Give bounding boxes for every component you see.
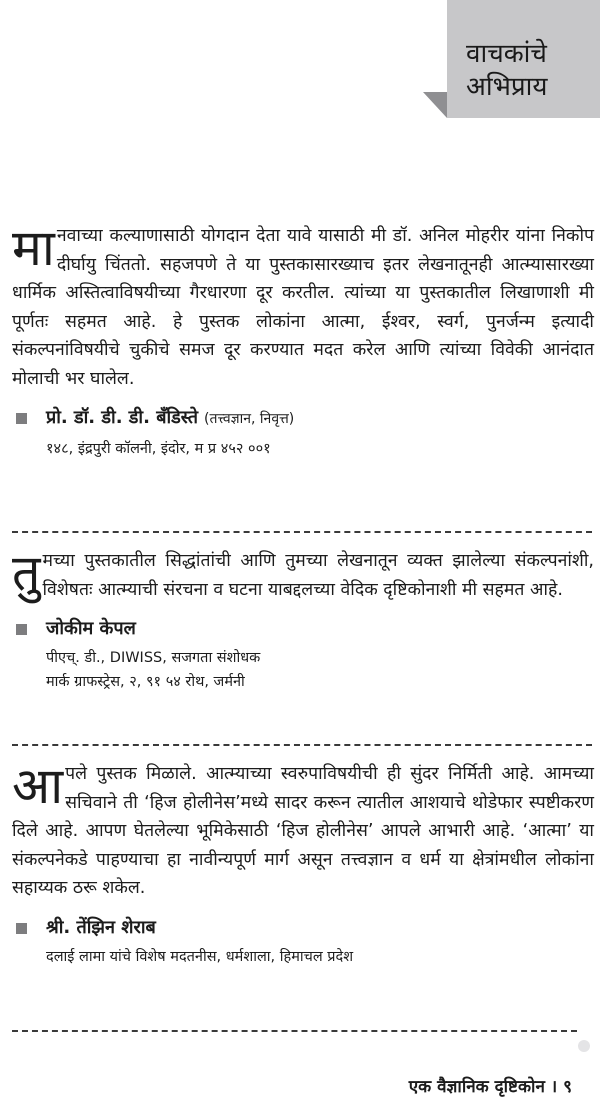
section-title-line2: अभिप्राय bbox=[466, 72, 548, 102]
author-details: दलाई लामा यांचे विशेष मदतनीस, धर्मशाला, हिमाचल प्रदेश bbox=[46, 948, 354, 965]
page-speck-decoration bbox=[578, 1040, 590, 1052]
testimonial-body: पले पुस्तक मिळाले. आत्म्याच्या स्वरुपाविषयीची ही सुंदर निर्मिती आहे. आमच्या सचिवाने ती ‘हिज होलीनेस’मध्ये सादर करून त्यातील आशयाचे थोडेफार स्पष्टीकरण दिले आहे. आपण घेतलेल्या भूमिकेसाठी ‘हिज होलीनेस’ आपले आभारी आहे. ‘आत्मा’ या संकल्पनेकडे पाहण्याचा हा नावीन्यपूर्ण मार्ग असून तत्त्वज्ञान व धर्म या क्षेत्रांमधील लोकांना सहाय्यक ठरू शकेल. bbox=[12, 764, 594, 898]
testimonial-2 bbox=[12, 544, 594, 694]
dashed-divider bbox=[12, 744, 592, 746]
author-block bbox=[12, 616, 594, 642]
square-bullet-icon bbox=[16, 923, 27, 934]
drop-cap: मा bbox=[12, 219, 55, 277]
drop-cap: आ bbox=[12, 757, 64, 815]
dashed-divider bbox=[12, 531, 592, 533]
author-address: १४८, इंद्रपुरी कॉलनी, इंदोर, म प्र ४५२ ००१ bbox=[46, 441, 271, 457]
author-role: (तत्त्वज्ञान, निवृत्त) bbox=[204, 411, 295, 427]
testimonial-text bbox=[12, 757, 594, 903]
author-name: श्री. तेंझिन शेराब bbox=[46, 916, 156, 938]
tab-fold-decoration bbox=[423, 92, 447, 118]
section-title-line1: वाचकांचे bbox=[466, 39, 547, 69]
testimonial-1 bbox=[12, 219, 594, 461]
author-block bbox=[12, 405, 594, 431]
testimonial-text bbox=[12, 544, 594, 604]
author-name: जोकीम केपल bbox=[46, 618, 136, 639]
testimonial-text bbox=[12, 219, 594, 393]
author-credentials: पीएच्. डी., DIWISS, सजगता संशोधक bbox=[46, 650, 261, 666]
testimonial-body: मच्या पुस्तकातील सिद्धांतांची आणि तुमच्या लेखनातून व्यक्त झालेल्या संकल्पनांशी, विशेषतः आत्म्याची संरचना व घटना याबद्दलच्या वेदिक दृष्टिकोनाशी मी सहमत आहे. bbox=[42, 551, 594, 600]
testimonial-body: नवाच्या कल्याणासाठी योगदान देता यावे यासाठी मी डॉ. अनिल मोहरीर यांना निकोप दीर्घायु चिंततो. सहजपणे ते या पुस्तकासारख्याच इतर लेखनातूनही आत्म्यासारख्या धार्मिक अस्तित्वाविषयीच्या गैरधारणा दूर करतील. त्यांच्या या पुस्तकातील लिखाणाशी मी पूर्णतः सहमत आहे. हे पुस्तक लोकांना आत्मा, ईश्वर, स्वर्ग, पुनर्जन्म इत्यादी संकल्पनांविषयीचे चुकीचे समज दूर करण्यात मदत करेल आणि त्यांच्या विवेकी आनंदात मोलाची भर घालेल. bbox=[12, 226, 594, 389]
dashed-divider bbox=[12, 1030, 577, 1032]
testimonial-3 bbox=[12, 757, 594, 969]
author-address: मार्क ग्राफस्ट्रेस, २, ९१ ५४ रोथ, जर्मनी bbox=[46, 674, 245, 690]
square-bullet-icon bbox=[16, 413, 27, 424]
square-bullet-icon bbox=[16, 624, 27, 635]
author-block bbox=[12, 915, 594, 941]
drop-cap: तु bbox=[12, 544, 41, 602]
page-footer: एक वैज्ञानिक दृष्टिकोन । ९ bbox=[408, 1077, 572, 1097]
author-name: प्रो. डॉ. डी. डी. बँडिस्ते bbox=[46, 407, 199, 428]
section-title bbox=[466, 38, 596, 104]
